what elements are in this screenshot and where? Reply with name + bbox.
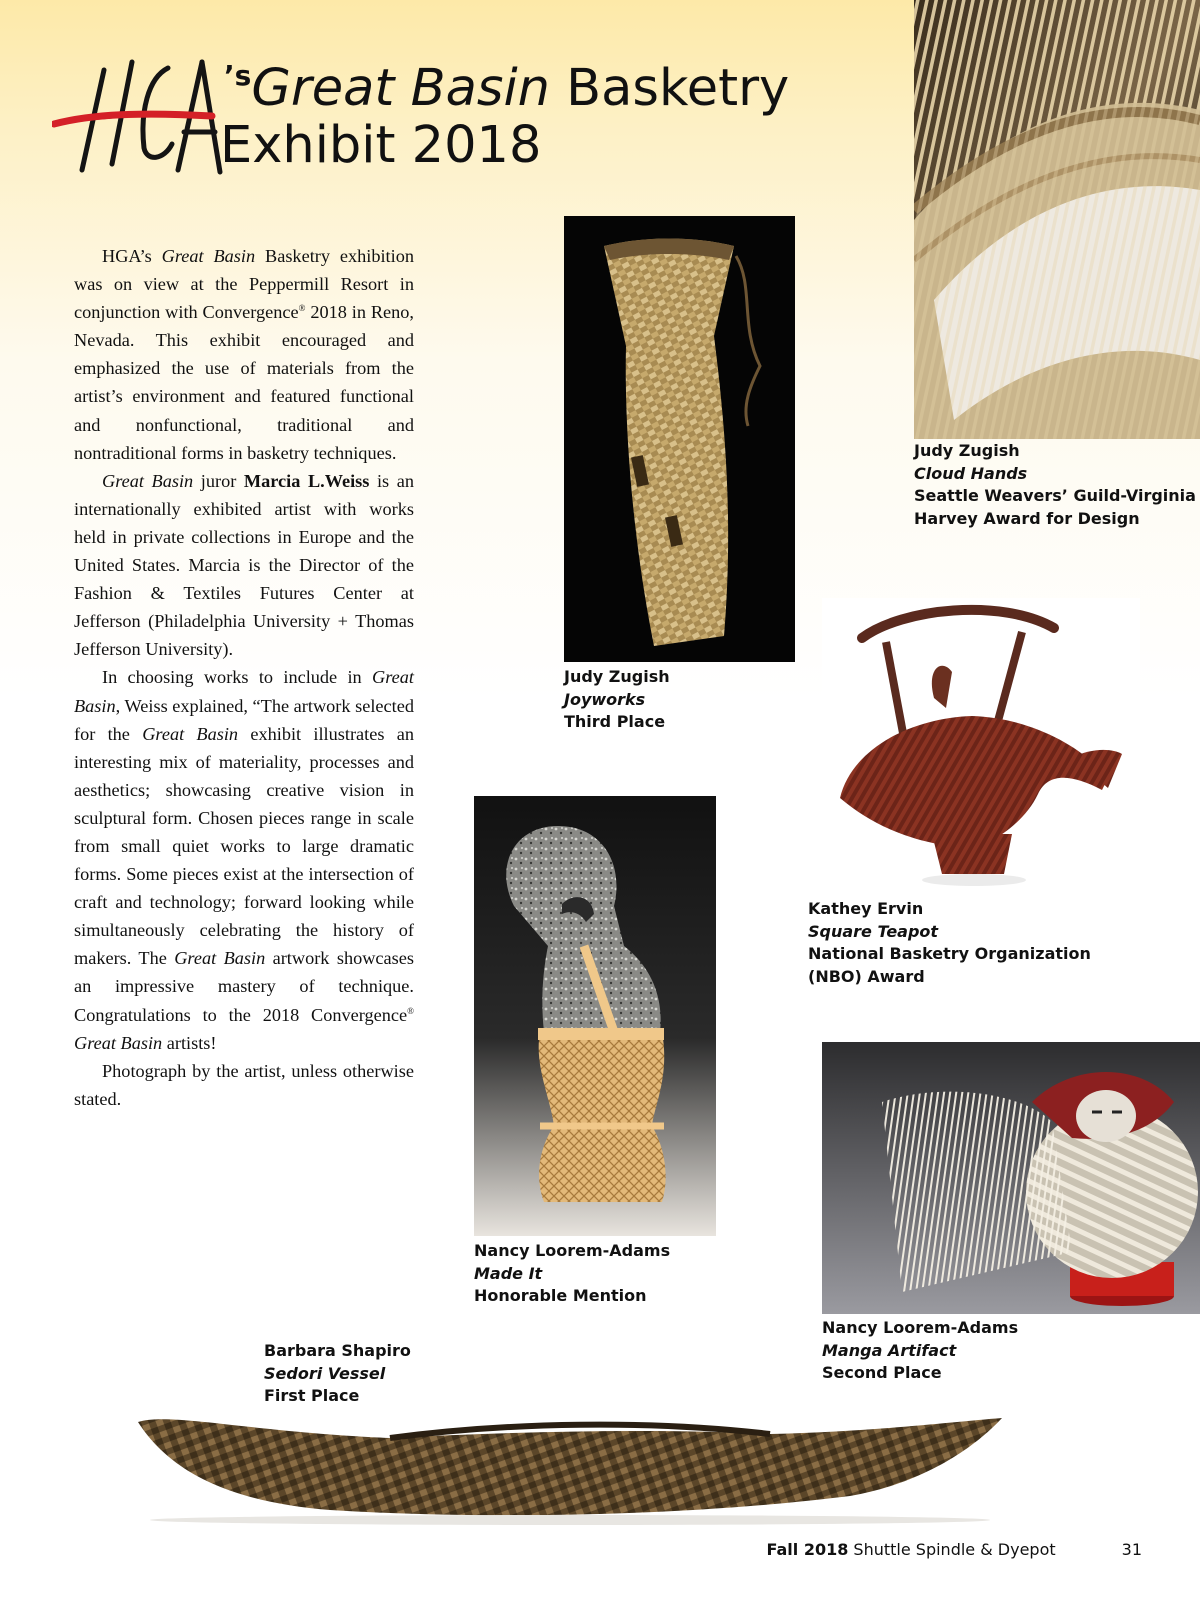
caption-joyworks bbox=[564, 666, 670, 734]
caption-award: Seattle Weavers’ Guild-Virginia bbox=[914, 486, 1196, 505]
caption-award: National Basketry Organization bbox=[808, 944, 1091, 963]
caption-artist: Nancy Loorem-Adams bbox=[474, 1241, 671, 1260]
caption-award: First Place bbox=[264, 1386, 360, 1405]
photo-joyworks bbox=[564, 216, 795, 662]
caption-title: Joyworks bbox=[564, 689, 646, 709]
photo-cloud-hands bbox=[914, 0, 1200, 439]
caption-made-it bbox=[474, 1240, 670, 1308]
caption-sedori-vessel bbox=[264, 1340, 411, 1408]
caption-award: Second Place bbox=[822, 1363, 942, 1382]
article-paragraph-1: HGA’s Great Basin Basketry exhibition was on view at the Peppermill Resort in conjunction with Convergence® 2018 in Reno, Nevada. This exhibit encouraged and emphasized the use of materials from the artist’s environment and featured functional and nonfunctional, traditional and nontraditional forms in basketry techniques. bbox=[74, 246, 415, 463]
page-footer bbox=[766, 1540, 1142, 1559]
caption-title: Square Teapot bbox=[808, 921, 939, 941]
caption-title: Manga Artifact bbox=[822, 1340, 957, 1360]
footer-magazine: Shuttle Spindle & Dyepot bbox=[848, 1540, 1056, 1559]
page-title-line-1 bbox=[224, 59, 790, 118]
caption-artist: Judy Zugish bbox=[914, 441, 1020, 460]
photo-made-it bbox=[474, 796, 716, 1236]
caption-cloud-hands bbox=[914, 440, 1196, 530]
caption-square-teapot bbox=[808, 898, 1091, 988]
photo-sedori-vessel bbox=[130, 1392, 1010, 1530]
title-basketry: Basketry bbox=[549, 59, 790, 118]
caption-award: Harvey Award for Design bbox=[914, 508, 1140, 528]
article-paragraph-2: Great Basin juror Marcia L.Weiss is an internationally exhibited artist with works held in private collections in Europe and the United States. Marcia is the Director of the Fashion & Textiles Futures Center at Jefferson (Philadelphia University + Thomas Jefferson University). bbox=[74, 470, 414, 660]
article-paragraph-3: In choosing works to include in Great Basin, Weiss explained, “The artwork selected for the Great Basin exhibit illustrates an interesting mix of materiality, processes and aesthetics; showcasing creative vision in sculptural form. Chosen pieces range in scale from small quiet works to large dramatic forms. Some pieces exist at the intersection of craft and technology; forward looking while simultaneously celebrating the history of makers. The Great Basin artwork showcases an impressive mastery of technique. Congratulations to the 2018 Convergence® Great Basin artists! bbox=[74, 667, 414, 1053]
caption-title: Sedori Vessel bbox=[264, 1363, 386, 1383]
hga-logo bbox=[52, 52, 227, 182]
caption-artist: Nancy Loorem-Adams bbox=[822, 1318, 1019, 1337]
title-possessive: ’s bbox=[224, 59, 252, 92]
caption-artist: Barbara Shapiro bbox=[264, 1341, 411, 1360]
article-paragraph-4: Photograph by the artist, unless otherwise stated. bbox=[74, 1060, 414, 1109]
page-number: 31 bbox=[1121, 1540, 1142, 1559]
caption-award: Third Place bbox=[564, 712, 666, 731]
caption-artist: Judy Zugish bbox=[564, 667, 670, 686]
caption-title: Made It bbox=[474, 1263, 543, 1283]
footer-season: Fall 2018 bbox=[766, 1540, 849, 1559]
photo-manga-artifact bbox=[822, 1042, 1200, 1314]
title-great-basin: Great Basin bbox=[251, 59, 550, 118]
caption-award: Honorable Mention bbox=[474, 1286, 647, 1305]
page-title-line-2: Exhibit 2018 bbox=[220, 116, 542, 175]
photo-square-teapot bbox=[822, 598, 1140, 898]
caption-artist: Kathey Ervin bbox=[808, 899, 924, 918]
caption-title: Cloud Hands bbox=[914, 463, 1028, 483]
caption-award: (NBO) Award bbox=[808, 966, 925, 986]
caption-manga-artifact bbox=[822, 1317, 1018, 1385]
article-body bbox=[74, 242, 414, 1113]
